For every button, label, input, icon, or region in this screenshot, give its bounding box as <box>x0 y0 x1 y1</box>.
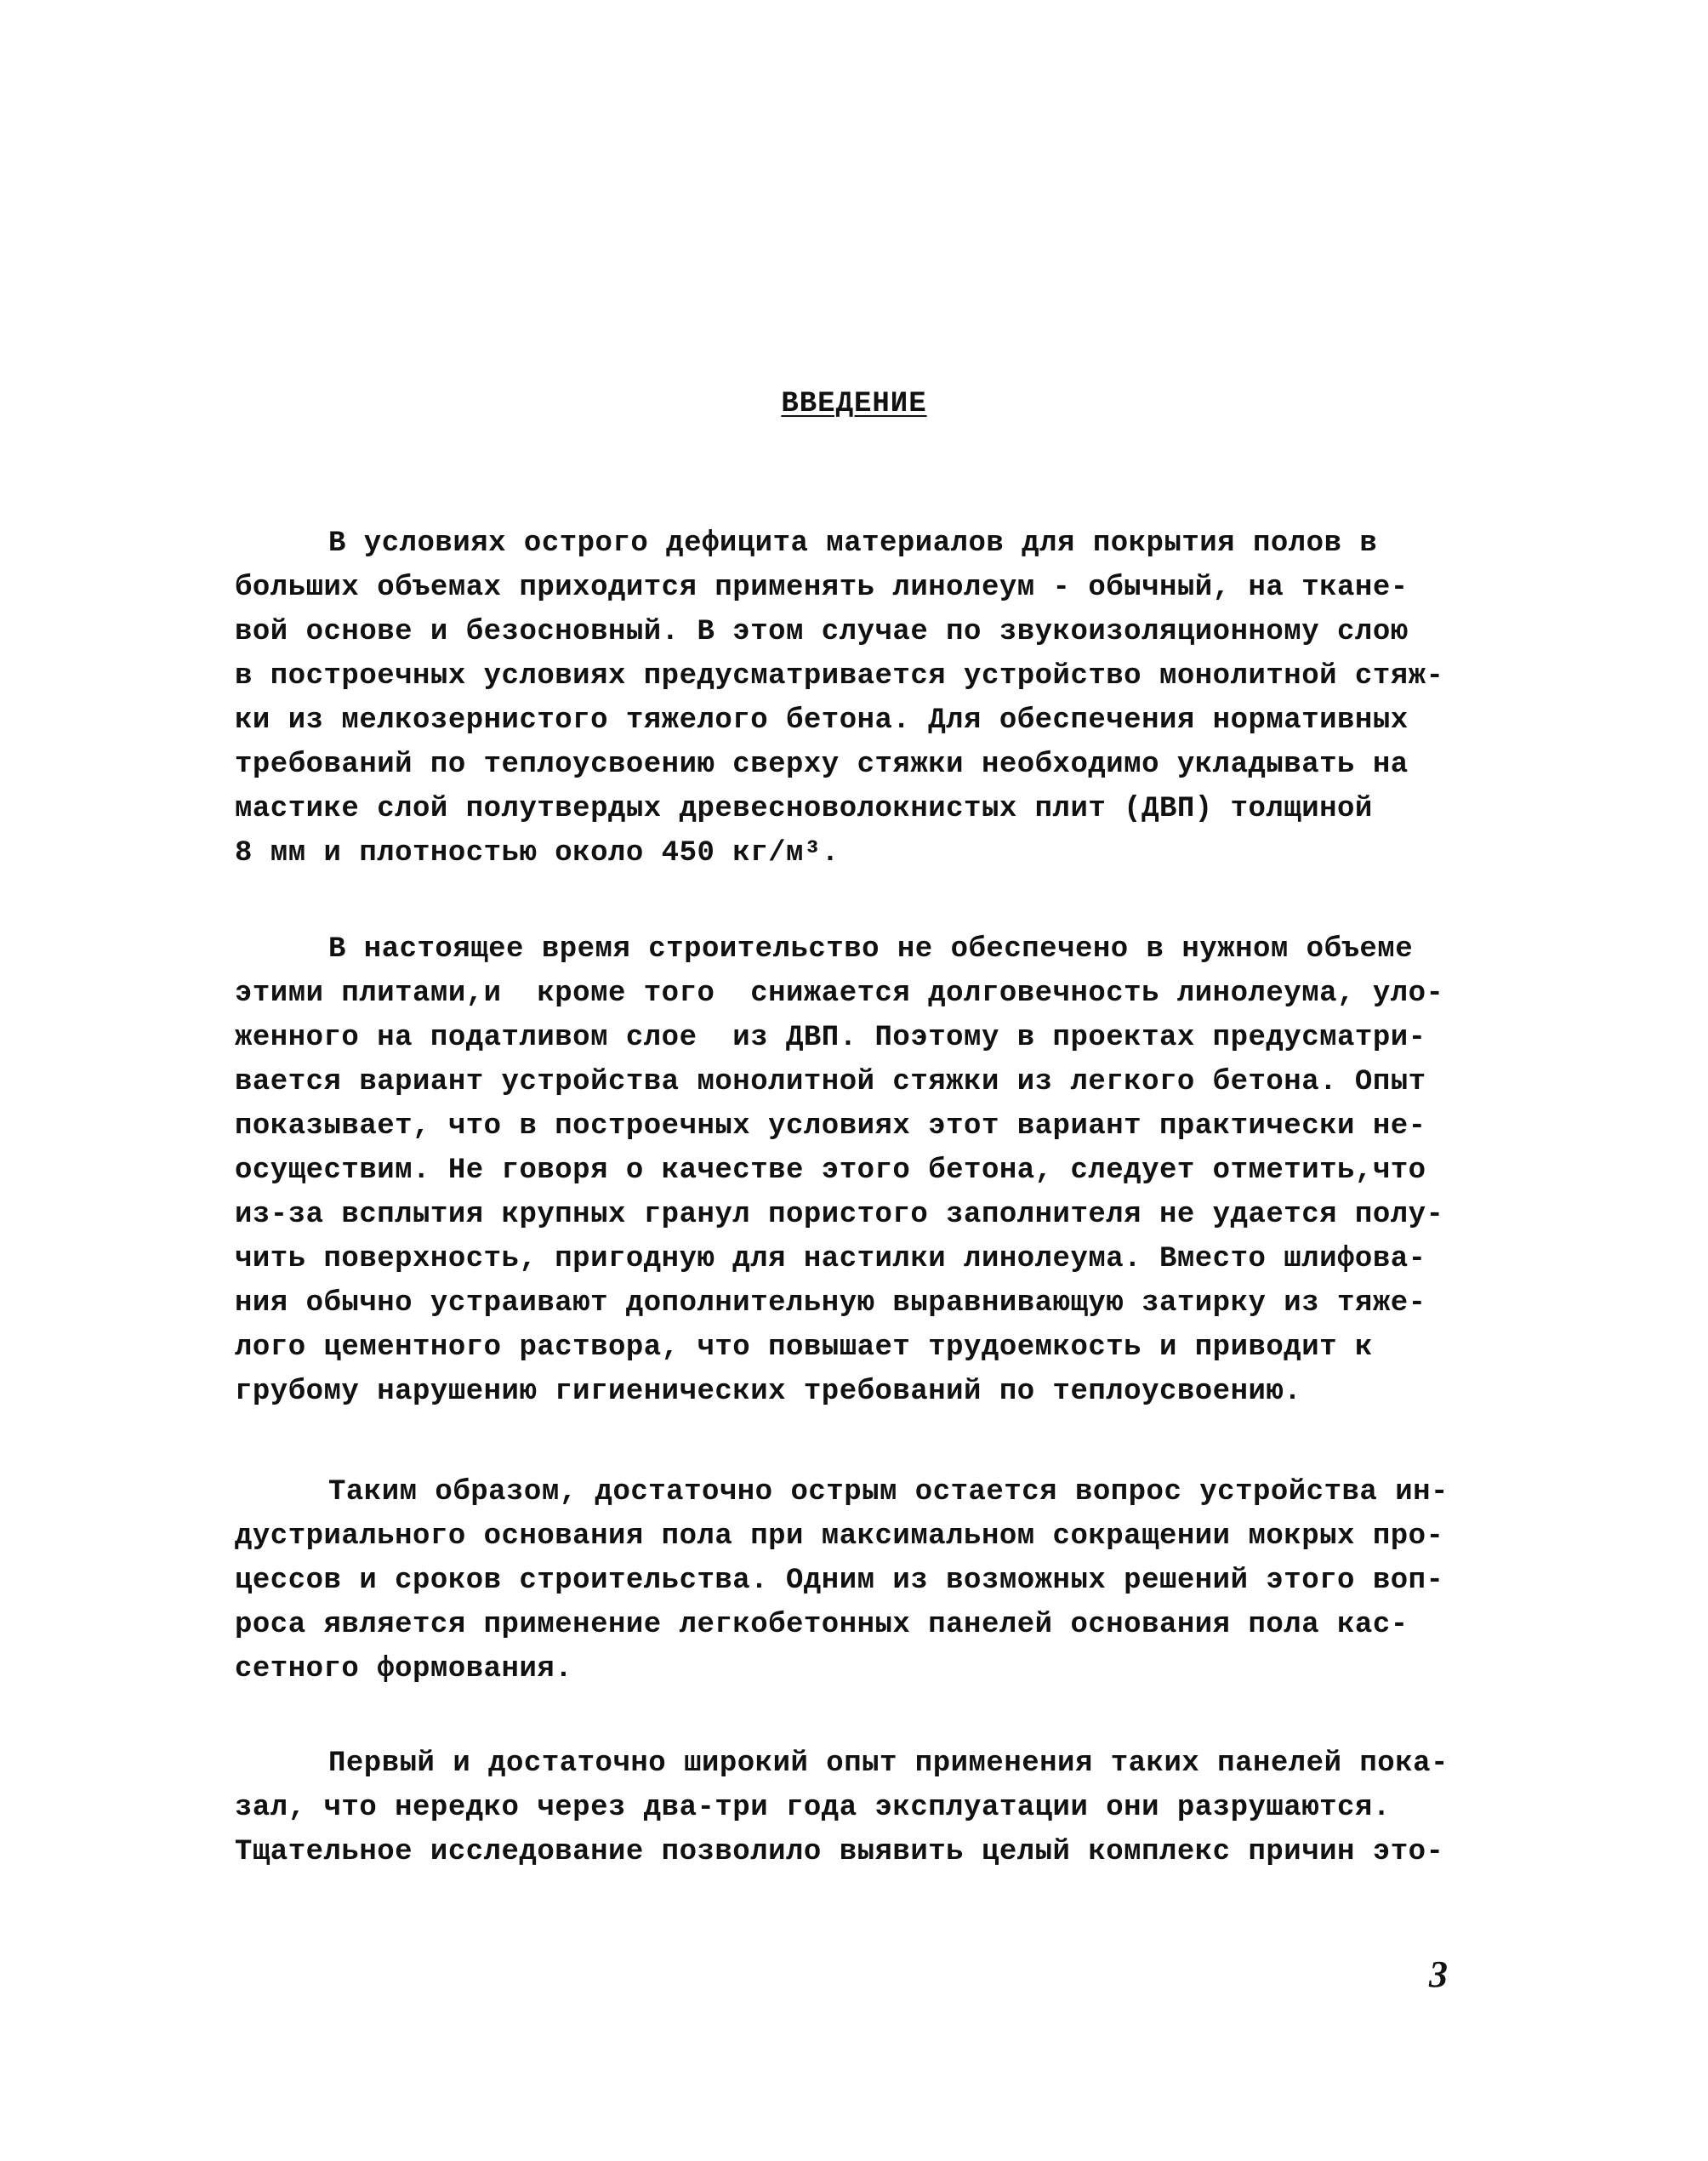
text-line: женного на податливом слое из ДВП. Поэтому в проектах предусматри- <box>235 1022 1426 1054</box>
text-line: мастике слой полутвердых древесноволокнистых плит (ДВП) толщиной <box>235 793 1373 825</box>
text-line: в построечных условиях предусматривается устройство монолитной стяж- <box>235 660 1444 693</box>
text-line: грубому нарушению гигиенических требований по теплоусвоению. <box>235 1376 1302 1408</box>
text-line: показывает, что в построечных условиях этот вариант практически не- <box>235 1110 1426 1143</box>
text-line: Таким образом, достаточно острым остается вопрос устройства ин- <box>328 1476 1449 1508</box>
text-line: осуществим. Не говоря о качестве этого бетона, следует отметить,что <box>235 1155 1426 1187</box>
paragraph-4 <box>235 1742 1494 1874</box>
text-line: этими плитами,и кроме того снижается долговечность линолеума, уло- <box>235 978 1444 1010</box>
text-line: цессов и сроков строительства. Одним из возможных решений этого воп- <box>235 1565 1444 1597</box>
text-line: дустриального основания пола при максимальном сокращении мокрых про- <box>235 1520 1444 1553</box>
text-line: чить поверхность, пригодную для настилки линолеума. Вместо шлифова- <box>235 1243 1426 1275</box>
text-line: ния обычно устраивают дополнительную выравнивающую затирку из тяже- <box>235 1287 1426 1320</box>
section-title: ВВЕДЕНИЕ <box>781 388 927 420</box>
text-line: В настоящее время строительство не обеспечено в нужном объеме <box>328 933 1414 966</box>
text-line: Первый и достаточно широкий опыт применения таких панелей пока- <box>328 1748 1449 1780</box>
text-line: вой основе и безосновный. В этом случае по звукоизоляционному слою <box>235 616 1409 648</box>
text-line: В условиях острого дефицита материалов для покрытия полов в <box>328 527 1378 560</box>
text-line: вается вариант устройства монолитной стяжки из легкого бетона. Опыт <box>235 1066 1426 1098</box>
text-line: больших объемах приходится применять линолеум - обычный, на ткане- <box>235 572 1409 604</box>
text-line: из-за всплытия крупных гранул пористого заполнителя не удается полу- <box>235 1199 1444 1231</box>
text-line: требований по теплоусвоению сверху стяжки необходимо укладывать на <box>235 749 1409 781</box>
text-line: зал, что нередко через два-три года эксплуатации они разрушаются. <box>235 1792 1391 1824</box>
paragraph-2 <box>235 927 1494 1414</box>
text-line: 8 мм и плотностью около 450 кг/м³. <box>235 837 840 870</box>
page-number: 3 <box>1429 1953 1448 1995</box>
text-line: лого цементного раствора, что повышает трудоемкость и приводит к <box>235 1331 1373 1364</box>
text-line: сетного формования. <box>235 1653 573 1685</box>
text-line: роса является применение легкобетонных панелей основания пола кас- <box>235 1609 1409 1641</box>
text-line: Тщательное исследование позволило выявить целый комплекс причин это- <box>235 1836 1444 1868</box>
paragraph-1 <box>235 522 1494 875</box>
paragraph-3 <box>235 1470 1494 1691</box>
text-line: ки из мелкозернистого тяжелого бетона. Для обеспечения нормативных <box>235 704 1409 737</box>
